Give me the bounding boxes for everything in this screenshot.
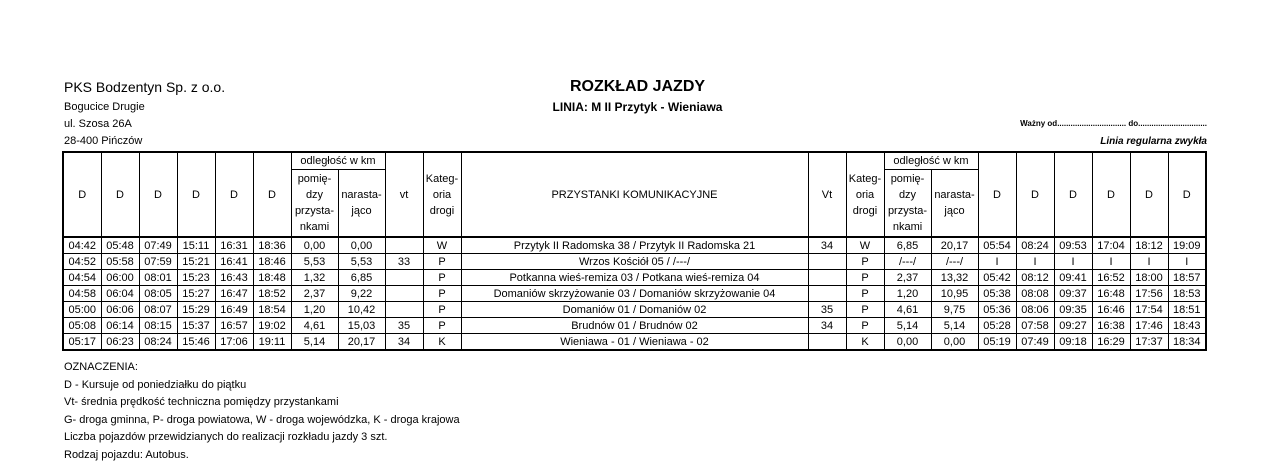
distance-between: 1,20 bbox=[291, 302, 338, 318]
distance-cumulative: 5,53 bbox=[338, 254, 385, 270]
departure-time: I bbox=[1016, 254, 1054, 270]
departure-time: 17:06 bbox=[215, 334, 253, 351]
departure-time: 09:27 bbox=[1054, 318, 1092, 334]
vt-value bbox=[808, 286, 846, 302]
road-category: P bbox=[846, 270, 884, 286]
departure-time: 17:56 bbox=[1130, 286, 1168, 302]
road-category: P bbox=[423, 302, 461, 318]
departure-time: 08:24 bbox=[1016, 237, 1054, 254]
departure-time: I bbox=[1130, 254, 1168, 270]
departure-time: I bbox=[1092, 254, 1130, 270]
distance-between: 6,85 bbox=[884, 237, 931, 254]
table-row bbox=[63, 334, 1206, 351]
departure-time: 17:54 bbox=[1130, 302, 1168, 318]
vt-header: Vt bbox=[808, 152, 846, 237]
road-category: P bbox=[423, 286, 461, 302]
departure-time: 15:29 bbox=[177, 302, 215, 318]
category-header: Kateg- oria drogi bbox=[846, 152, 884, 237]
vt-value: 34 bbox=[808, 237, 846, 254]
departure-time: 05:19 bbox=[978, 334, 1016, 351]
departure-time: 09:18 bbox=[1054, 334, 1092, 351]
departure-time: 18:51 bbox=[1168, 302, 1206, 318]
departure-time: 16:31 bbox=[215, 237, 253, 254]
road-category: W bbox=[846, 237, 884, 254]
departure-time: 18:34 bbox=[1168, 334, 1206, 351]
distance-cumulative: 0,00 bbox=[338, 237, 385, 254]
table-row bbox=[63, 302, 1206, 318]
distance-between: 4,61 bbox=[884, 302, 931, 318]
vt-value bbox=[808, 334, 846, 351]
vt-value bbox=[808, 270, 846, 286]
distance-between: 1,20 bbox=[884, 286, 931, 302]
document-title: ROZKŁAD JAZDY bbox=[0, 78, 1271, 96]
road-category: P bbox=[423, 254, 461, 270]
day-header: D bbox=[978, 152, 1016, 237]
day-header: D bbox=[1016, 152, 1054, 237]
departure-time: 09:41 bbox=[1054, 270, 1092, 286]
road-category: P bbox=[423, 270, 461, 286]
between-stops-header: pomię- dzy przysta- nkami bbox=[291, 170, 338, 238]
departure-time: 18:12 bbox=[1130, 237, 1168, 254]
departure-time: 18:57 bbox=[1168, 270, 1206, 286]
table-row bbox=[63, 237, 1206, 254]
departure-time: 18:36 bbox=[253, 237, 291, 254]
departure-time: 18:54 bbox=[253, 302, 291, 318]
departure-time: 06:04 bbox=[101, 286, 139, 302]
stop-name: Wrzos Kościół 05 / /---/ bbox=[461, 254, 808, 270]
distance-between: 2,37 bbox=[291, 286, 338, 302]
departure-time: 05:00 bbox=[63, 302, 101, 318]
road-category: W bbox=[423, 237, 461, 254]
vt-value bbox=[385, 302, 423, 318]
cumulative-header: narasta- jąco bbox=[931, 170, 978, 238]
distance-cumulative: 6,85 bbox=[338, 270, 385, 286]
stop-name: Przytyk II Radomska 38 / Przytyk II Radomska 21 bbox=[461, 237, 808, 254]
departure-time: 06:14 bbox=[101, 318, 139, 334]
departure-time: 04:42 bbox=[63, 237, 101, 254]
departure-time: 16:29 bbox=[1092, 334, 1130, 351]
legend-item: D - Kursuje od poniedziałku do piątku bbox=[64, 377, 460, 395]
distance-cumulative: 15,03 bbox=[338, 318, 385, 334]
distance-between: /---/ bbox=[884, 254, 931, 270]
legend-item: Vt- średnia prędkość techniczna pomiędzy przystankami bbox=[64, 394, 460, 412]
distance-cumulative: 20,17 bbox=[931, 237, 978, 254]
departure-time: 08:05 bbox=[139, 286, 177, 302]
departure-time: 05:58 bbox=[101, 254, 139, 270]
road-category: K bbox=[423, 334, 461, 351]
departure-time: 09:35 bbox=[1054, 302, 1092, 318]
departure-time: 15:46 bbox=[177, 334, 215, 351]
legend-item: G- droga gminna, P- droga powiatowa, W - droga wojewódzka, K - droga krajowa bbox=[64, 412, 460, 430]
table-row bbox=[63, 286, 1206, 302]
day-header: D bbox=[1054, 152, 1092, 237]
stops-header: PRZYSTANKI KOMUNIKACYJNE bbox=[461, 152, 808, 237]
departure-time: 16:47 bbox=[215, 286, 253, 302]
departure-time: 08:06 bbox=[1016, 302, 1054, 318]
departure-time: 08:15 bbox=[139, 318, 177, 334]
vt-value: 35 bbox=[808, 302, 846, 318]
stop-name: Domaniów skrzyżowanie 03 / Domaniów skrzyżowanie 04 bbox=[461, 286, 808, 302]
departure-time: 18:52 bbox=[253, 286, 291, 302]
departure-time: 09:37 bbox=[1054, 286, 1092, 302]
departure-time: 05:42 bbox=[978, 270, 1016, 286]
stop-name: Potkanna wieś-remiza 03 / Potkana wieś-remiza 04 bbox=[461, 270, 808, 286]
distance-cumulative: 5,14 bbox=[931, 318, 978, 334]
day-header: D bbox=[215, 152, 253, 237]
legend-item: Rodzaj pojazdu: Autobus. bbox=[64, 447, 460, 464]
day-header: D bbox=[1130, 152, 1168, 237]
departure-time: 16:41 bbox=[215, 254, 253, 270]
timetable-body bbox=[63, 237, 1206, 350]
departure-time: 05:38 bbox=[978, 286, 1016, 302]
departure-time: 16:57 bbox=[215, 318, 253, 334]
table-row bbox=[63, 270, 1206, 286]
timetable bbox=[62, 151, 1207, 351]
departure-time: 05:28 bbox=[978, 318, 1016, 334]
valid-dates: Ważny od............................... do............................... bbox=[1020, 119, 1207, 128]
timetable-header bbox=[63, 152, 1206, 237]
departure-time: 16:49 bbox=[215, 302, 253, 318]
vt-value bbox=[385, 286, 423, 302]
road-category: P bbox=[846, 286, 884, 302]
distance-cumulative: 20,17 bbox=[338, 334, 385, 351]
departure-time: 15:11 bbox=[177, 237, 215, 254]
stop-name: Brudnów 01 / Brudnów 02 bbox=[461, 318, 808, 334]
departure-time: 07:58 bbox=[1016, 318, 1054, 334]
distance-between: 2,37 bbox=[884, 270, 931, 286]
departure-time: 06:23 bbox=[101, 334, 139, 351]
legend-title: OZNACZENIA: bbox=[64, 359, 460, 377]
departure-time: I bbox=[978, 254, 1016, 270]
departure-time: 18:48 bbox=[253, 270, 291, 286]
company-name: PKS Bodzentyn Sp. z o.o. bbox=[64, 79, 225, 95]
road-category: P bbox=[846, 254, 884, 270]
table-row bbox=[63, 318, 1206, 334]
departure-time: 16:48 bbox=[1092, 286, 1130, 302]
departure-time: 07:59 bbox=[139, 254, 177, 270]
legend-item: Liczba pojazdów przewidzianych do realizacji rozkładu jazdy 3 szt. bbox=[64, 429, 460, 447]
distance-between: 5,14 bbox=[291, 334, 338, 351]
vt-value bbox=[808, 254, 846, 270]
departure-time: 17:46 bbox=[1130, 318, 1168, 334]
departure-time: 05:08 bbox=[63, 318, 101, 334]
distance-cumulative: 9,75 bbox=[931, 302, 978, 318]
distance-between: 5,14 bbox=[884, 318, 931, 334]
line-name: LINIA: M II Przytyk - Wieniawa bbox=[0, 100, 1271, 114]
departure-time: 08:07 bbox=[139, 302, 177, 318]
departure-time: 04:52 bbox=[63, 254, 101, 270]
departure-time: 08:08 bbox=[1016, 286, 1054, 302]
departure-time: 05:54 bbox=[978, 237, 1016, 254]
departure-time: 05:17 bbox=[63, 334, 101, 351]
distance-cumulative: 10,42 bbox=[338, 302, 385, 318]
departure-time: 06:06 bbox=[101, 302, 139, 318]
day-header: D bbox=[177, 152, 215, 237]
legend bbox=[64, 359, 460, 464]
road-category: P bbox=[846, 302, 884, 318]
day-header: D bbox=[1092, 152, 1130, 237]
road-category: P bbox=[846, 318, 884, 334]
departure-time: 05:36 bbox=[978, 302, 1016, 318]
departure-time: 15:23 bbox=[177, 270, 215, 286]
cumulative-header: narasta- jąco bbox=[338, 170, 385, 238]
distance-group-header: odległość w km bbox=[291, 152, 385, 170]
departure-time: 16:43 bbox=[215, 270, 253, 286]
between-stops-header: pomię- dzy przysta- nkami bbox=[884, 170, 931, 238]
departure-time: 19:09 bbox=[1168, 237, 1206, 254]
road-category: K bbox=[846, 334, 884, 351]
distance-between: 4,61 bbox=[291, 318, 338, 334]
vt-value: 34 bbox=[808, 318, 846, 334]
departure-time: 07:49 bbox=[139, 237, 177, 254]
departure-time: 19:02 bbox=[253, 318, 291, 334]
departure-time: I bbox=[1168, 254, 1206, 270]
departure-time: 08:24 bbox=[139, 334, 177, 351]
departure-time: 09:53 bbox=[1054, 237, 1092, 254]
distance-group-header: odległość w km bbox=[884, 152, 978, 170]
distance-between: 1,32 bbox=[291, 270, 338, 286]
departure-time: I bbox=[1054, 254, 1092, 270]
departure-time: 15:37 bbox=[177, 318, 215, 334]
road-category: P bbox=[423, 318, 461, 334]
vt-value: 33 bbox=[385, 254, 423, 270]
departure-time: 07:49 bbox=[1016, 334, 1054, 351]
departure-time: 16:38 bbox=[1092, 318, 1130, 334]
day-header: D bbox=[101, 152, 139, 237]
line-type: Linia regularna zwykła bbox=[1100, 136, 1207, 147]
distance-between: 0,00 bbox=[291, 237, 338, 254]
departure-time: 18:53 bbox=[1168, 286, 1206, 302]
vt-value bbox=[385, 237, 423, 254]
distance-between: 0,00 bbox=[884, 334, 931, 351]
stop-name: Domaniów 01 / Domaniów 02 bbox=[461, 302, 808, 318]
departure-time: 04:58 bbox=[63, 286, 101, 302]
departure-time: 05:48 bbox=[101, 237, 139, 254]
departure-time: 18:00 bbox=[1130, 270, 1168, 286]
departure-time: 17:04 bbox=[1092, 237, 1130, 254]
departure-time: 19:11 bbox=[253, 334, 291, 351]
distance-cumulative: 10,95 bbox=[931, 286, 978, 302]
distance-cumulative: /---/ bbox=[931, 254, 978, 270]
departure-time: 16:52 bbox=[1092, 270, 1130, 286]
departure-time: 15:27 bbox=[177, 286, 215, 302]
day-header: D bbox=[253, 152, 291, 237]
distance-cumulative: 0,00 bbox=[931, 334, 978, 351]
category-header: Kateg- oria drogi bbox=[423, 152, 461, 237]
departure-time: 17:37 bbox=[1130, 334, 1168, 351]
day-header: D bbox=[63, 152, 101, 237]
vt-header: vt bbox=[385, 152, 423, 237]
departure-time: 15:21 bbox=[177, 254, 215, 270]
departure-time: 16:46 bbox=[1092, 302, 1130, 318]
address-line: 28-400 Pińczów bbox=[64, 135, 142, 147]
distance-cumulative: 13,32 bbox=[931, 270, 978, 286]
stop-name: Wieniawa - 01 / Wieniawa - 02 bbox=[461, 334, 808, 351]
departure-time: 08:12 bbox=[1016, 270, 1054, 286]
day-header: D bbox=[1168, 152, 1206, 237]
address-line: Bogucice Drugie bbox=[64, 101, 145, 113]
address-line: ul. Szosa 26A bbox=[64, 118, 132, 130]
departure-time: 06:00 bbox=[101, 270, 139, 286]
distance-between: 5,53 bbox=[291, 254, 338, 270]
departure-time: 08:01 bbox=[139, 270, 177, 286]
departure-time: 04:54 bbox=[63, 270, 101, 286]
departure-time: 18:46 bbox=[253, 254, 291, 270]
day-header: D bbox=[139, 152, 177, 237]
departure-time: 18:43 bbox=[1168, 318, 1206, 334]
table-row bbox=[63, 254, 1206, 270]
vt-value: 35 bbox=[385, 318, 423, 334]
distance-cumulative: 9,22 bbox=[338, 286, 385, 302]
vt-value bbox=[385, 270, 423, 286]
vt-value: 34 bbox=[385, 334, 423, 351]
